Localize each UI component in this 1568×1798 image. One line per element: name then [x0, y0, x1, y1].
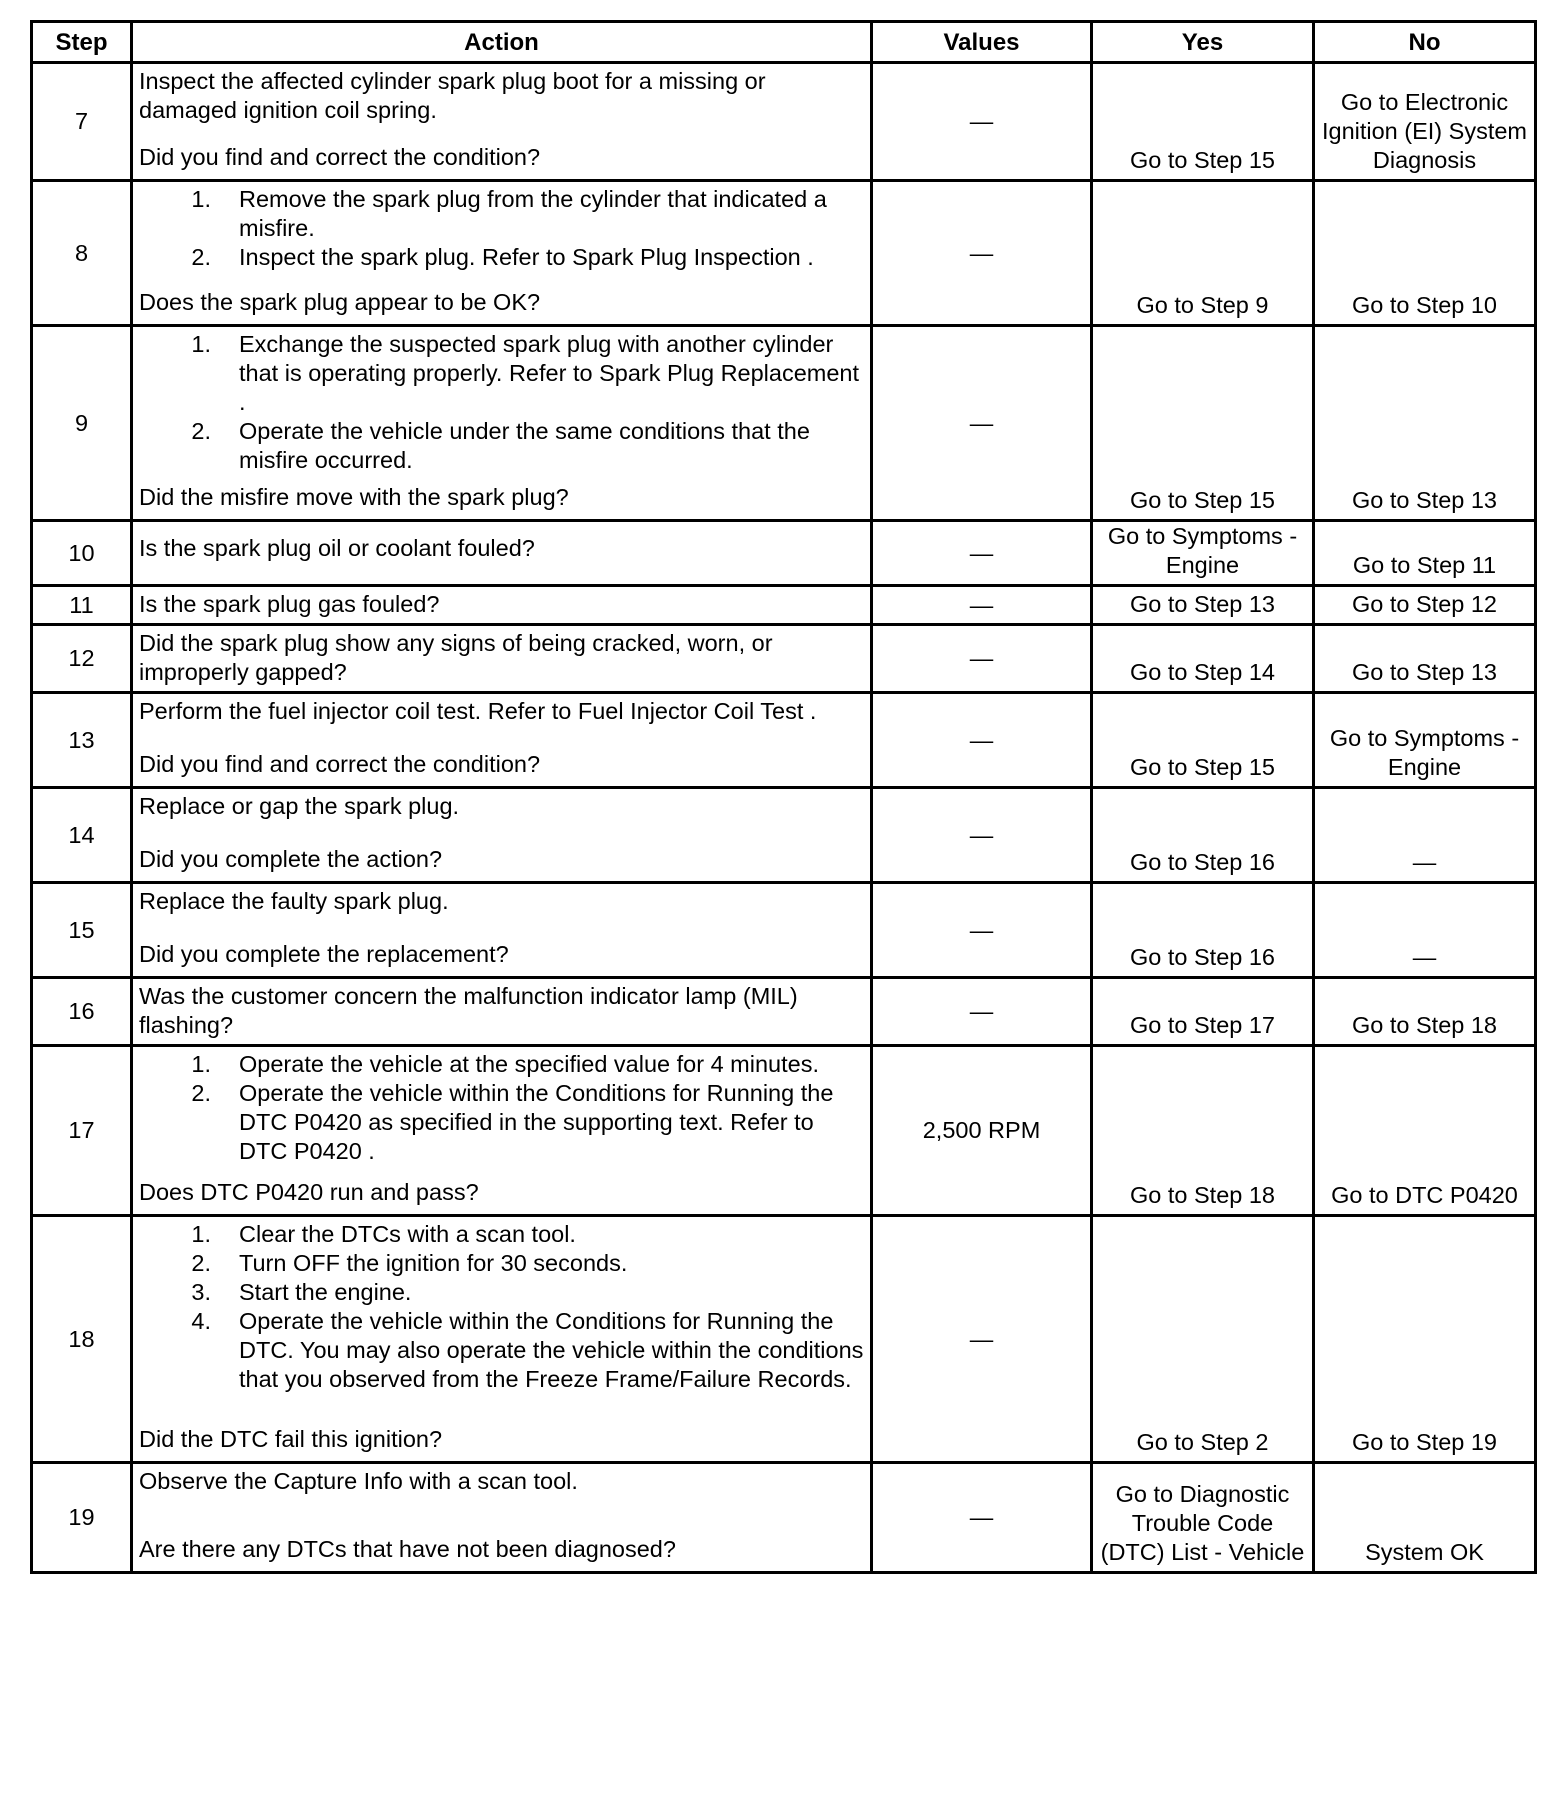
step-number: 10 — [68, 539, 95, 566]
yes-link[interactable]: Go to Step 17 — [1129, 1012, 1276, 1038]
action-question: Did you find and correct the condition? — [139, 751, 541, 777]
header-values: Values — [872, 22, 1092, 63]
procedure-step — [139, 185, 864, 243]
value-text: — — [969, 239, 994, 266]
value-text: — — [969, 591, 994, 618]
yes-cell — [1092, 586, 1314, 625]
step-number-cell — [32, 625, 132, 693]
step-number: 16 — [68, 998, 95, 1024]
table-row — [32, 63, 1536, 181]
procedure-step-number: 1. — [191, 1051, 211, 1077]
table-row — [32, 1046, 1536, 1216]
action-question: Did the DTC fail this ignition? — [139, 1426, 443, 1452]
no-cell — [1314, 586, 1536, 625]
table-row — [32, 326, 1536, 521]
value-text: — — [969, 108, 994, 134]
no-cell — [1314, 1463, 1536, 1573]
diagnostic-table-container — [30, 20, 1537, 1574]
action-body — [139, 697, 864, 726]
value-text: — — [969, 645, 994, 671]
action-text: Replace or gap the spark plug. — [139, 793, 460, 819]
no-cell — [1314, 326, 1536, 521]
procedure-step-number: 2. — [191, 244, 211, 270]
procedure-step-text: Turn OFF the ignition for 30 seconds. — [239, 1250, 628, 1276]
action-question: Did the misfire move with the spark plug? — [139, 484, 569, 510]
action-cell — [132, 586, 872, 625]
step-number-cell — [32, 521, 132, 586]
action-body — [139, 887, 864, 916]
yes-link[interactable]: Go to Step 16 — [1129, 944, 1276, 970]
yes-cell — [1092, 63, 1314, 181]
value-cell — [872, 1463, 1092, 1573]
step-number-cell — [32, 883, 132, 978]
step-number: 12 — [68, 645, 95, 671]
procedure-step-text: Clear the DTCs with a scan tool. — [239, 1221, 576, 1247]
yes-cell — [1092, 883, 1314, 978]
procedure-step-number: 2. — [191, 418, 211, 444]
yes-link[interactable]: Go to Step 13 — [1129, 591, 1276, 617]
procedure-step — [139, 330, 864, 417]
step-number-cell — [32, 326, 132, 521]
step-number-cell — [32, 586, 132, 625]
no-cell — [1314, 521, 1536, 586]
no-link: — — [1412, 944, 1437, 970]
procedure-step-text: Remove the spark plug from the cylinder that indicated a misfire. — [239, 186, 827, 241]
no-cell — [1314, 625, 1536, 693]
action-text: Replace the faulty spark plug. — [139, 888, 449, 914]
step-number-cell — [32, 978, 132, 1046]
no-link[interactable]: Go to Step 10 — [1351, 292, 1498, 318]
table-row — [32, 181, 1536, 326]
step-number: 9 — [74, 409, 89, 436]
procedure-step — [139, 243, 864, 272]
no-link[interactable]: Go to DTC P0420 — [1331, 1182, 1518, 1208]
step-number: 17 — [68, 1117, 95, 1143]
no-link[interactable]: Go to Step 18 — [1351, 1012, 1498, 1038]
action-question: Did you complete the replacement? — [139, 941, 509, 967]
table-row — [32, 521, 1536, 586]
action-text: Inspect the affected cylinder spark plug boot for a missing or damaged ignition coil spring. — [139, 68, 766, 123]
yes-link[interactable]: Go to Step 15 — [1129, 147, 1276, 173]
header-no: No — [1314, 22, 1536, 63]
step-number: 14 — [68, 821, 95, 848]
step-number: 19 — [68, 1504, 95, 1530]
yes-link[interactable]: Go to Step 15 — [1129, 487, 1276, 513]
action-text: Observe the Capture Info with a scan tool. — [139, 1468, 578, 1494]
action-question: Did you find and correct the condition? — [139, 144, 541, 170]
action-question: Is the spark plug gas fouled? — [139, 591, 440, 617]
yes-cell — [1092, 1463, 1314, 1573]
yes-cell — [1092, 625, 1314, 693]
action-cell — [132, 693, 872, 788]
no-link[interactable]: System OK — [1365, 1539, 1484, 1565]
action-body — [139, 1050, 864, 1166]
action-body — [139, 1220, 864, 1394]
action-question: Did the spark plug show any signs of being cracked, worn, or improperly gapped? — [139, 630, 773, 685]
step-number: 8 — [74, 239, 89, 266]
procedure-step — [139, 1220, 864, 1249]
step-number-cell — [32, 1463, 132, 1573]
yes-link[interactable]: Go to Step 14 — [1129, 659, 1276, 685]
no-link[interactable]: Go to Step 13 — [1351, 487, 1498, 513]
value-text: — — [969, 821, 994, 848]
step-number: 15 — [68, 916, 95, 943]
no-cell — [1314, 883, 1536, 978]
action-question: Did you complete the action? — [139, 846, 443, 872]
action-body — [139, 1467, 864, 1496]
step-number: 13 — [68, 726, 95, 753]
value-cell — [872, 586, 1092, 625]
value-cell — [872, 521, 1092, 586]
action-text: Perform the fuel injector coil test. Refer to Fuel Injector Coil Test . — [139, 698, 817, 724]
action-body — [139, 330, 864, 475]
table-row — [32, 978, 1536, 1046]
yes-cell — [1092, 1046, 1314, 1216]
step-number-cell — [32, 181, 132, 326]
procedure-step-number: 1. — [191, 1221, 211, 1247]
procedure-step-number: 3. — [191, 1279, 211, 1305]
action-question: Does the spark plug appear to be OK? — [139, 289, 541, 315]
value-cell — [872, 788, 1092, 883]
action-cell — [132, 1463, 872, 1573]
table-row — [32, 625, 1536, 693]
procedure-step-number: 4. — [191, 1308, 211, 1334]
action-body — [139, 185, 864, 272]
value-text: — — [969, 998, 994, 1024]
value-text: — — [969, 1325, 994, 1352]
no-link[interactable]: Go to Electronic Ignition (EI) System Diagnosis — [1321, 89, 1528, 173]
yes-link[interactable]: Go to Step 9 — [1136, 292, 1269, 318]
action-question: Does DTC P0420 run and pass? — [139, 1179, 479, 1205]
yes-cell — [1092, 326, 1314, 521]
action-question: Is the spark plug oil or coolant fouled? — [139, 535, 535, 561]
procedure-step-number: 2. — [191, 1080, 211, 1106]
yes-link[interactable]: Go to Step 16 — [1129, 849, 1276, 875]
yes-link[interactable]: Go to Step 2 — [1136, 1429, 1269, 1455]
value-text: — — [969, 1504, 994, 1530]
value-cell — [872, 625, 1092, 693]
value-cell — [872, 883, 1092, 978]
value-cell — [872, 326, 1092, 521]
step-number-cell — [32, 63, 132, 181]
procedure-step-number: 1. — [191, 186, 211, 212]
value-cell — [872, 1046, 1092, 1216]
procedure-step — [139, 417, 864, 475]
procedure-step — [139, 1079, 864, 1166]
no-cell — [1314, 1216, 1536, 1463]
procedure-list — [139, 1050, 864, 1166]
action-cell — [132, 883, 872, 978]
action-question: Are there any DTCs that have not been diagnosed? — [139, 1536, 676, 1562]
procedure-step-number: 2. — [191, 1250, 211, 1276]
procedure-step-number: 1. — [191, 331, 211, 357]
no-link[interactable]: Go to Symptoms - Engine — [1329, 725, 1520, 780]
yes-cell — [1092, 788, 1314, 883]
no-cell — [1314, 693, 1536, 788]
table-row — [32, 788, 1536, 883]
value-cell — [872, 181, 1092, 326]
header-step: Step — [32, 22, 132, 63]
value-text: — — [969, 726, 994, 753]
yes-link[interactable]: Go to Diagnostic Trouble Code (DTC) List - Vehicle — [1100, 1481, 1305, 1565]
action-cell — [132, 625, 872, 693]
action-cell — [132, 1046, 872, 1216]
no-link[interactable]: Go to Step 11 — [1352, 552, 1497, 578]
no-link[interactable]: Go to Step 13 — [1351, 659, 1498, 685]
value-text: — — [969, 409, 994, 436]
procedure-step-text: Inspect the spark plug. Refer to Spark Plug Inspection . — [239, 244, 814, 270]
procedure-step-text: Operate the vehicle within the Conditions for Running the DTC. You may also operate the vehicle within the conditions that you observed from the Freeze Frame/Failure Records. — [239, 1308, 864, 1392]
procedure-list — [139, 1220, 864, 1394]
action-cell — [132, 1216, 872, 1463]
step-number-cell — [32, 693, 132, 788]
action-cell — [132, 63, 872, 181]
procedure-list — [139, 330, 864, 475]
value-cell — [872, 978, 1092, 1046]
no-cell — [1314, 1046, 1536, 1216]
header-action: Action — [132, 22, 872, 63]
value-text: — — [969, 539, 994, 566]
procedure-step — [139, 1050, 864, 1079]
table-row — [32, 1216, 1536, 1463]
procedure-step-text: Operate the vehicle within the Conditions for Running the DTC P0420 as specified in the supporting text. Refer to DTC P0420 . — [239, 1080, 834, 1164]
header-yes: Yes — [1092, 22, 1314, 63]
no-link: — — [1412, 849, 1437, 875]
no-cell — [1314, 181, 1536, 326]
procedure-step-text: Operate the vehicle under the same conditions that the misfire occurred. — [239, 418, 810, 473]
value-cell — [872, 1216, 1092, 1463]
no-cell — [1314, 788, 1536, 883]
value-cell — [872, 693, 1092, 788]
no-link[interactable]: Go to Step 19 — [1351, 1429, 1498, 1455]
step-number-cell — [32, 1216, 132, 1463]
action-body — [139, 792, 864, 821]
action-question: Was the customer concern the malfunction indicator lamp (MIL) flashing? — [139, 983, 798, 1038]
procedure-step-text: Start the engine. — [239, 1279, 412, 1305]
procedure-step — [139, 1278, 864, 1307]
procedure-step — [139, 1249, 864, 1278]
diagnostic-table — [30, 20, 1537, 1574]
procedure-step-text: Exchange the suspected spark plug with another cylinder that is operating properly. Refer to Spark Plug Replacement . — [239, 331, 860, 415]
value-text: 2,500 RPM — [922, 1117, 1041, 1143]
step-number-cell — [32, 1046, 132, 1216]
step-number: 11 — [69, 591, 94, 618]
table-row — [32, 1463, 1536, 1573]
yes-link[interactable]: Go to Step 15 — [1129, 754, 1276, 780]
yes-cell — [1092, 1216, 1314, 1463]
table-body — [32, 63, 1536, 1573]
table-row — [32, 883, 1536, 978]
action-body — [139, 67, 864, 125]
procedure-list — [139, 185, 864, 272]
action-cell — [132, 978, 872, 1046]
action-cell — [132, 788, 872, 883]
no-cell — [1314, 978, 1536, 1046]
table-row — [32, 693, 1536, 788]
yes-cell — [1092, 693, 1314, 788]
action-cell — [132, 326, 872, 521]
yes-link[interactable]: Go to Symptoms - Engine — [1107, 523, 1298, 578]
procedure-step — [139, 1307, 864, 1394]
yes-link[interactable]: Go to Step 18 — [1129, 1182, 1276, 1208]
step-number: 18 — [68, 1325, 95, 1352]
action-cell — [132, 521, 872, 586]
no-link[interactable]: Go to Step 12 — [1351, 591, 1498, 617]
step-number: 7 — [74, 108, 89, 134]
no-cell — [1314, 63, 1536, 181]
yes-cell — [1092, 978, 1314, 1046]
table-row — [32, 586, 1536, 625]
header-row — [32, 22, 1536, 63]
yes-cell — [1092, 181, 1314, 326]
step-number-cell — [32, 788, 132, 883]
procedure-step-text: Operate the vehicle at the specified value for 4 minutes. — [239, 1051, 819, 1077]
value-cell — [872, 63, 1092, 181]
yes-cell — [1092, 521, 1314, 586]
action-cell — [132, 181, 872, 326]
value-text: — — [969, 916, 994, 943]
